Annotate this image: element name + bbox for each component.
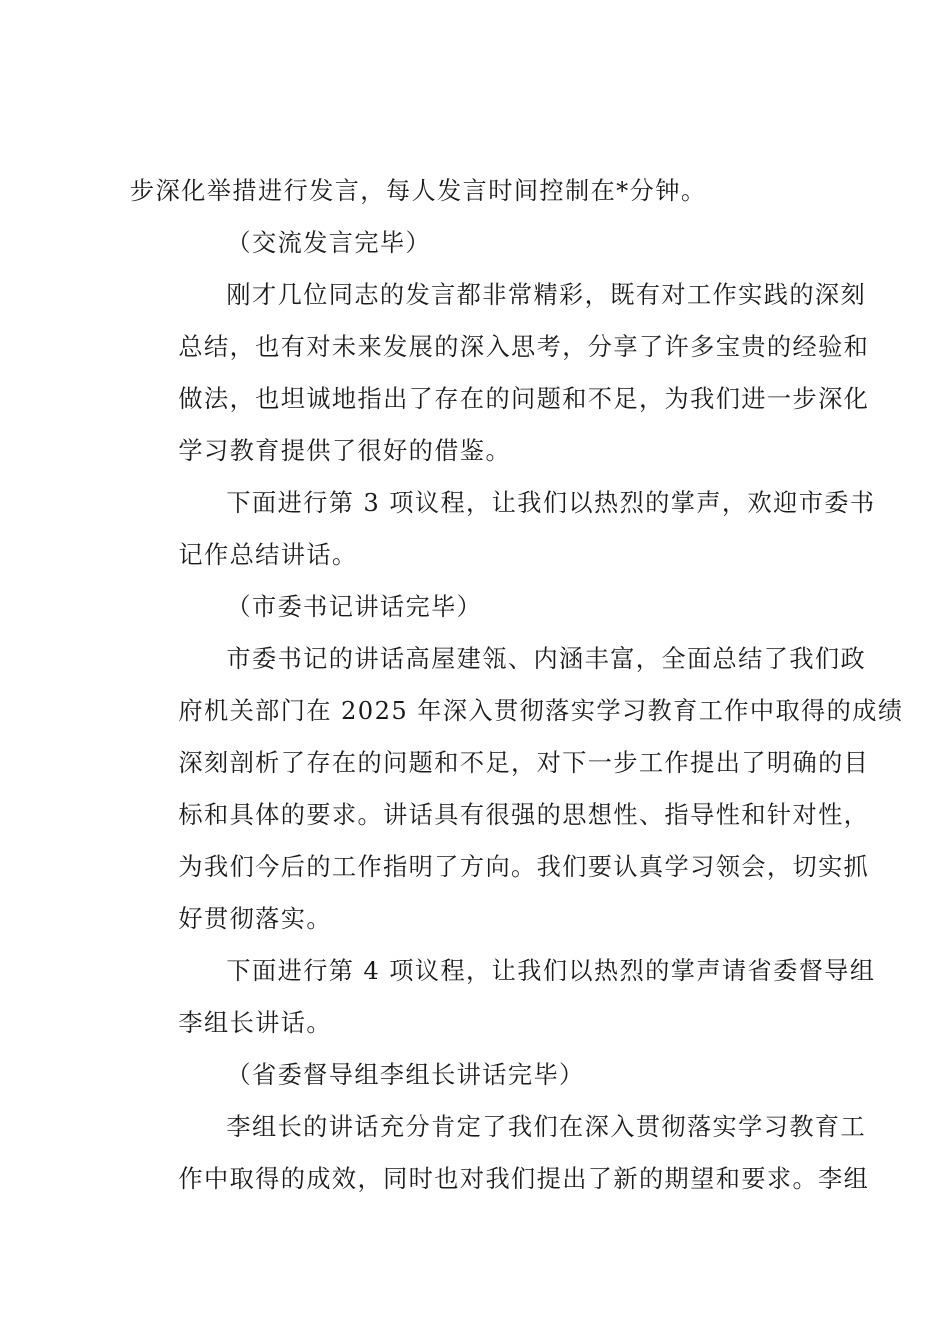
text-line: 下面进行第 4 项议程，让我们以热烈的掌声请省委督导组: [226, 957, 876, 985]
text-line: 为我们今后的工作指明了方向。我们要认真学习领会，切实抓: [178, 853, 870, 881]
text-line: 学习教育提供了很好的借鉴。: [178, 437, 512, 465]
text-line: 李组长的讲话充分肯定了我们在深入贯彻落实学习教育工: [226, 1113, 867, 1141]
text-line: 刚才几位同志的发言都非常精彩，既有对工作实践的深刻: [226, 281, 867, 309]
paragraph-note: [130, 581, 828, 633]
paragraph-note: [130, 217, 828, 269]
paragraph-note: [130, 1049, 828, 1101]
text-line: 步深化举措进行发言，每人发言时间控制在*分钟。: [130, 177, 707, 205]
text-line: 做法，也坦诚地指出了存在的问题和不足，为我们进一步深化: [178, 385, 870, 413]
text-line: 好贯彻落实。: [178, 905, 332, 933]
paragraph-body: [130, 269, 870, 477]
text-line: 李组长讲话。: [178, 1009, 332, 1037]
paragraph-body: [130, 945, 876, 1049]
text-line: （省委督导组李组长讲话完毕）: [226, 1061, 585, 1089]
text-line: 标和具体的要求。讲话具有很强的思想性、指导性和针对性，: [178, 801, 870, 829]
paragraph-continuation: [130, 165, 828, 217]
text-line: 府机关部门在 2025 年深入贯彻落实学习教育工作中取得的成绩: [178, 697, 904, 725]
text-line: 记作总结讲话。: [178, 541, 358, 569]
paragraph-body: [130, 1101, 870, 1205]
text-line: （市委书记讲话完毕）: [226, 593, 483, 621]
paragraph-body: [130, 633, 904, 945]
text-line: （交流发言完毕）: [226, 229, 432, 257]
paragraph-body: [130, 477, 876, 581]
text-line: 下面进行第 3 项议程，让我们以热烈的掌声，欢迎市委书: [226, 489, 876, 517]
text-line: 深刻剖析了存在的问题和不足，对下一步工作提出了明确的目: [178, 749, 870, 777]
document-body: [130, 165, 904, 1205]
text-line: 作中取得的成效，同时也对我们提出了新的期望和要求。李组: [178, 1165, 870, 1193]
text-line: 市委书记的讲话高屋建瓴、内涵丰富，全面总结了我们政: [226, 645, 867, 673]
text-line: 总结，也有对未来发展的深入思考，分享了许多宝贵的经验和: [178, 333, 870, 361]
